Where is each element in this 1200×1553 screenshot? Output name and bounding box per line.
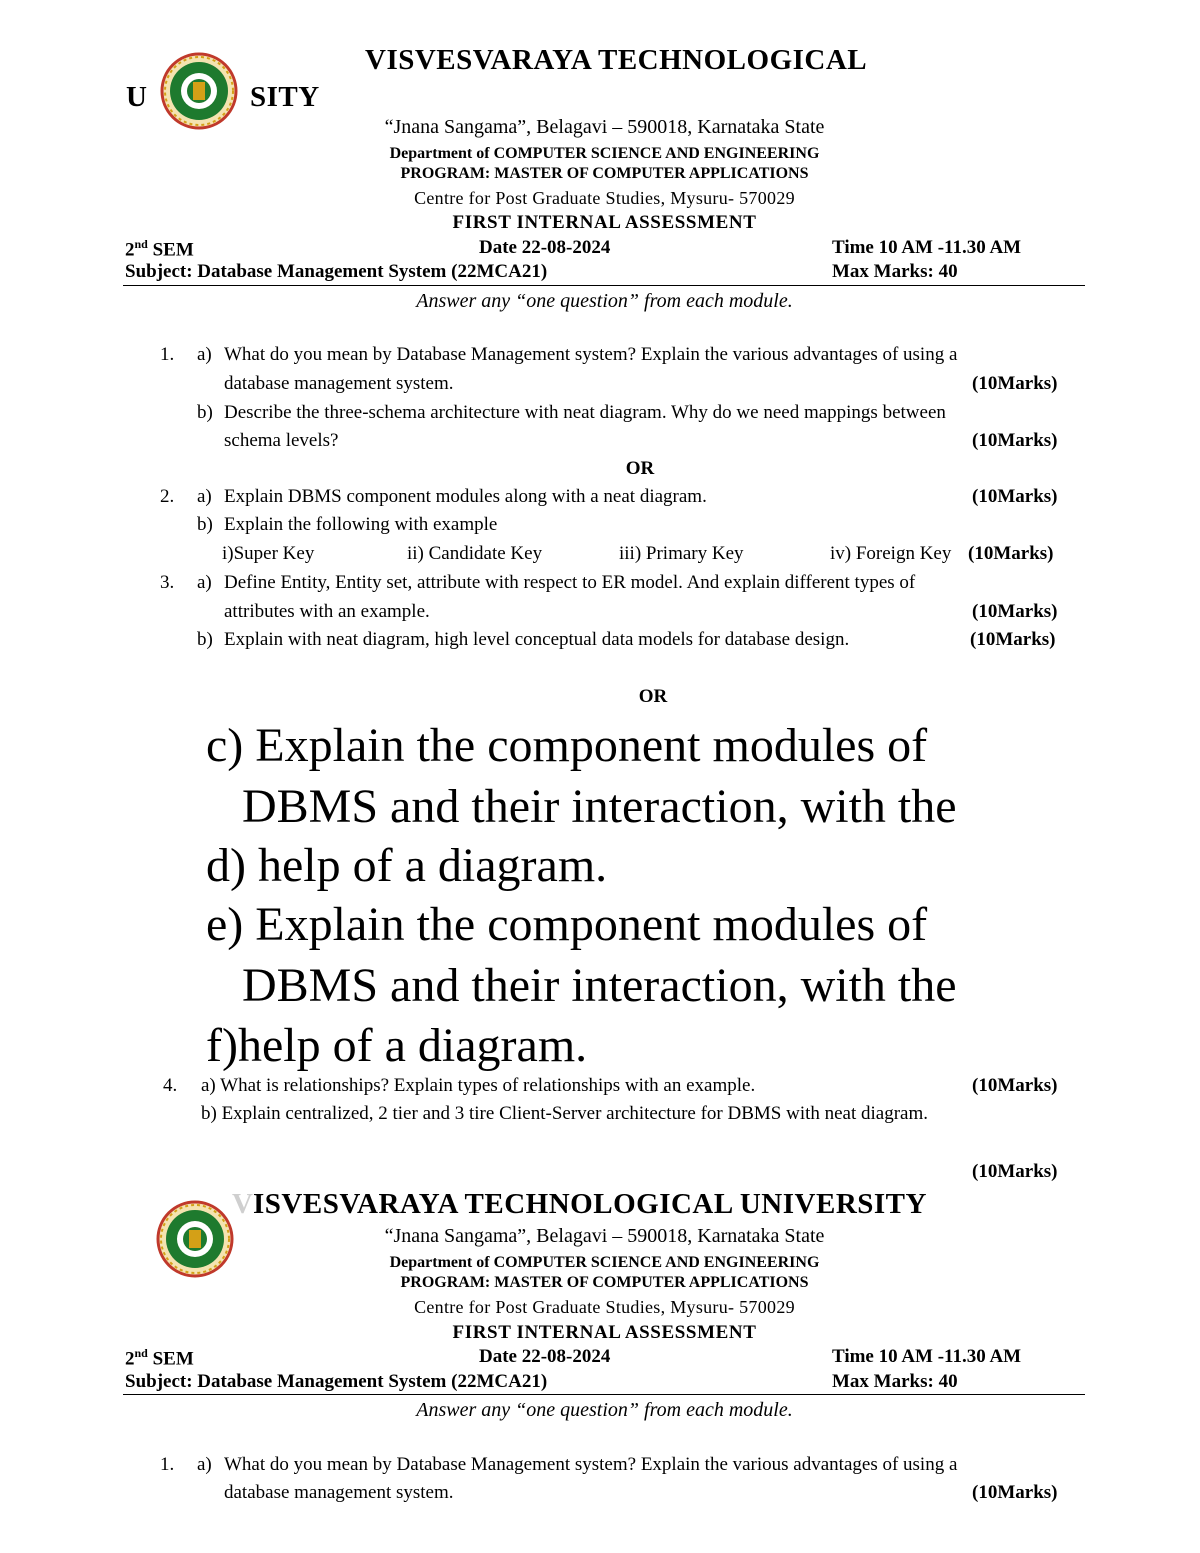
q4b-marks: (10Marks) bbox=[972, 1161, 1058, 1182]
q1a-text: What do you mean by Database Management system? Explain the various advantages of using a bbox=[224, 344, 958, 365]
q2b-text: Explain the following with example bbox=[224, 514, 498, 535]
q2a-marks: (10Marks) bbox=[972, 486, 1058, 507]
or-separator: OR bbox=[625, 458, 655, 479]
address-2: “Jnana Sangama”, Belagavi – 590018, Karnataka State bbox=[384, 1225, 825, 1247]
q3b-text: Explain with neat diagram, high level conceptual data models for database design. bbox=[224, 629, 850, 650]
q2b-item-iii: iii) Primary Key bbox=[619, 543, 744, 564]
semester-label: SEM bbox=[147, 239, 194, 261]
department: Department of COMPUTER SCIENCE AND ENGINEERING bbox=[389, 145, 820, 162]
large-question-c: c) Explain the component modules of bbox=[206, 719, 928, 772]
university-title-wrap-left: U bbox=[126, 81, 148, 113]
large-question-d: d) help of a diagram. bbox=[206, 839, 608, 892]
q3a-text: Define Entity, Entity set, attribute with respect to ER model. And explain different types of bbox=[224, 572, 916, 593]
semester-number-2: 2 bbox=[125, 1348, 135, 1370]
large-question-e: e) Explain the component modules of bbox=[206, 898, 928, 951]
exam-time-2: Time 10 AM -11.30 AM bbox=[832, 1346, 1022, 1367]
q1-number: 1. bbox=[160, 344, 175, 365]
address: “Jnana Sangama”, Belagavi – 590018, Karnataka State bbox=[384, 116, 825, 138]
q2a-text: Explain DBMS component modules along with a neat diagram. bbox=[224, 486, 707, 507]
large-question-e-cont: DBMS and their interaction, with the bbox=[242, 959, 957, 1012]
q2a-label: a) bbox=[197, 486, 212, 507]
q2b-label: b) bbox=[197, 514, 213, 535]
semester-2 bbox=[125, 1346, 194, 1370]
q3b-label: b) bbox=[197, 629, 213, 650]
q2b-marks: (10Marks) bbox=[968, 543, 1054, 564]
q1a-text-2: What do you mean by Database Management system? Explain the various advantages of using a bbox=[224, 1454, 958, 1475]
instruction-2: Answer any “one question” from each module. bbox=[416, 1399, 793, 1421]
q1a-label-2: a) bbox=[197, 1454, 212, 1475]
centre: Centre for Post Graduate Studies, Mysuru- 570029 bbox=[414, 188, 795, 208]
university-title-wrap-right: SITY bbox=[250, 81, 320, 113]
q1b-text-cont: schema levels? bbox=[224, 430, 339, 451]
q2b-item-ii: ii) Candidate Key bbox=[407, 543, 543, 564]
q1a-text-cont-2: database management system. bbox=[224, 1482, 454, 1503]
assessment-title-2: FIRST INTERNAL ASSESSMENT bbox=[452, 1322, 757, 1343]
max-marks-2: Max Marks: 40 bbox=[832, 1371, 958, 1392]
q2b-item-i: i)Super Key bbox=[222, 543, 315, 564]
q2b-item-iv: iv) Foreign Key bbox=[830, 543, 952, 564]
q1b-label: b) bbox=[197, 402, 213, 423]
q1b-text: Describe the three-schema architecture with neat diagram. Why do we need mappings between bbox=[224, 402, 946, 423]
subject-2: Subject: Database Management System (22MCA21) bbox=[125, 1371, 548, 1392]
or-separator-2: OR bbox=[638, 686, 668, 707]
large-question-f: f)help of a diagram. bbox=[206, 1019, 588, 1072]
department-2: Department of COMPUTER SCIENCE AND ENGINEERING bbox=[389, 1254, 820, 1271]
q3a-label: a) bbox=[197, 572, 212, 593]
q4b-text: b) Explain centralized, 2 tier and 3 tire Client-Server architecture for DBMS with neat diagram. bbox=[201, 1103, 929, 1124]
q3b-marks: (10Marks) bbox=[970, 629, 1056, 650]
exam-date-2: Date 22-08-2024 bbox=[479, 1346, 611, 1367]
q1a-marks: (10Marks) bbox=[972, 373, 1058, 394]
max-marks: Max Marks: 40 bbox=[832, 261, 958, 282]
q1-number-2: 1. bbox=[160, 1454, 175, 1475]
q1a-marks-2: (10Marks) bbox=[972, 1482, 1058, 1503]
centre-2: Centre for Post Graduate Studies, Mysuru- 570029 bbox=[414, 1297, 795, 1317]
instruction: Answer any “one question” from each module. bbox=[416, 290, 793, 312]
header-rule bbox=[123, 285, 1085, 286]
q1a-label: a) bbox=[197, 344, 212, 365]
exam-date: Date 22-08-2024 bbox=[479, 237, 611, 258]
semester-suffix: nd bbox=[134, 237, 148, 251]
header-rule-2 bbox=[123, 1394, 1085, 1395]
semester bbox=[125, 237, 194, 261]
exam-time: Time 10 AM -11.30 AM bbox=[832, 237, 1022, 258]
q3-number: 3. bbox=[160, 572, 175, 593]
program-2: PROGRAM: MASTER OF COMPUTER APPLICATIONS bbox=[400, 1274, 809, 1291]
large-question-c-cont: DBMS and their interaction, with the bbox=[242, 780, 957, 833]
q3a-marks: (10Marks) bbox=[972, 601, 1058, 622]
q4a-marks: (10Marks) bbox=[972, 1075, 1058, 1096]
university-title-2: ISVESVARAYA TECHNOLOGICAL UNIVERSITY bbox=[253, 1188, 927, 1220]
q2-number: 2. bbox=[160, 486, 175, 507]
university-title-2-faded-letter: V bbox=[232, 1188, 254, 1220]
q4a-text: a) What is relationships? Explain types of relationships with an example. bbox=[201, 1075, 756, 1096]
program: PROGRAM: MASTER OF COMPUTER APPLICATIONS bbox=[400, 165, 809, 182]
assessment-title: FIRST INTERNAL ASSESSMENT bbox=[452, 212, 757, 233]
q3a-text-cont: attributes with an example. bbox=[224, 601, 430, 622]
q1a-text-cont: database management system. bbox=[224, 373, 454, 394]
semester-number: 2 bbox=[125, 239, 135, 261]
semester-label-2: SEM bbox=[147, 1348, 194, 1370]
q4-number: 4. bbox=[163, 1075, 178, 1096]
subject: Subject: Database Management System (22MCA21) bbox=[125, 261, 548, 282]
q1b-marks: (10Marks) bbox=[972, 430, 1058, 451]
university-title: VISVESVARAYA TECHNOLOGICAL bbox=[365, 44, 868, 76]
semester-suffix-2: nd bbox=[134, 1346, 148, 1360]
